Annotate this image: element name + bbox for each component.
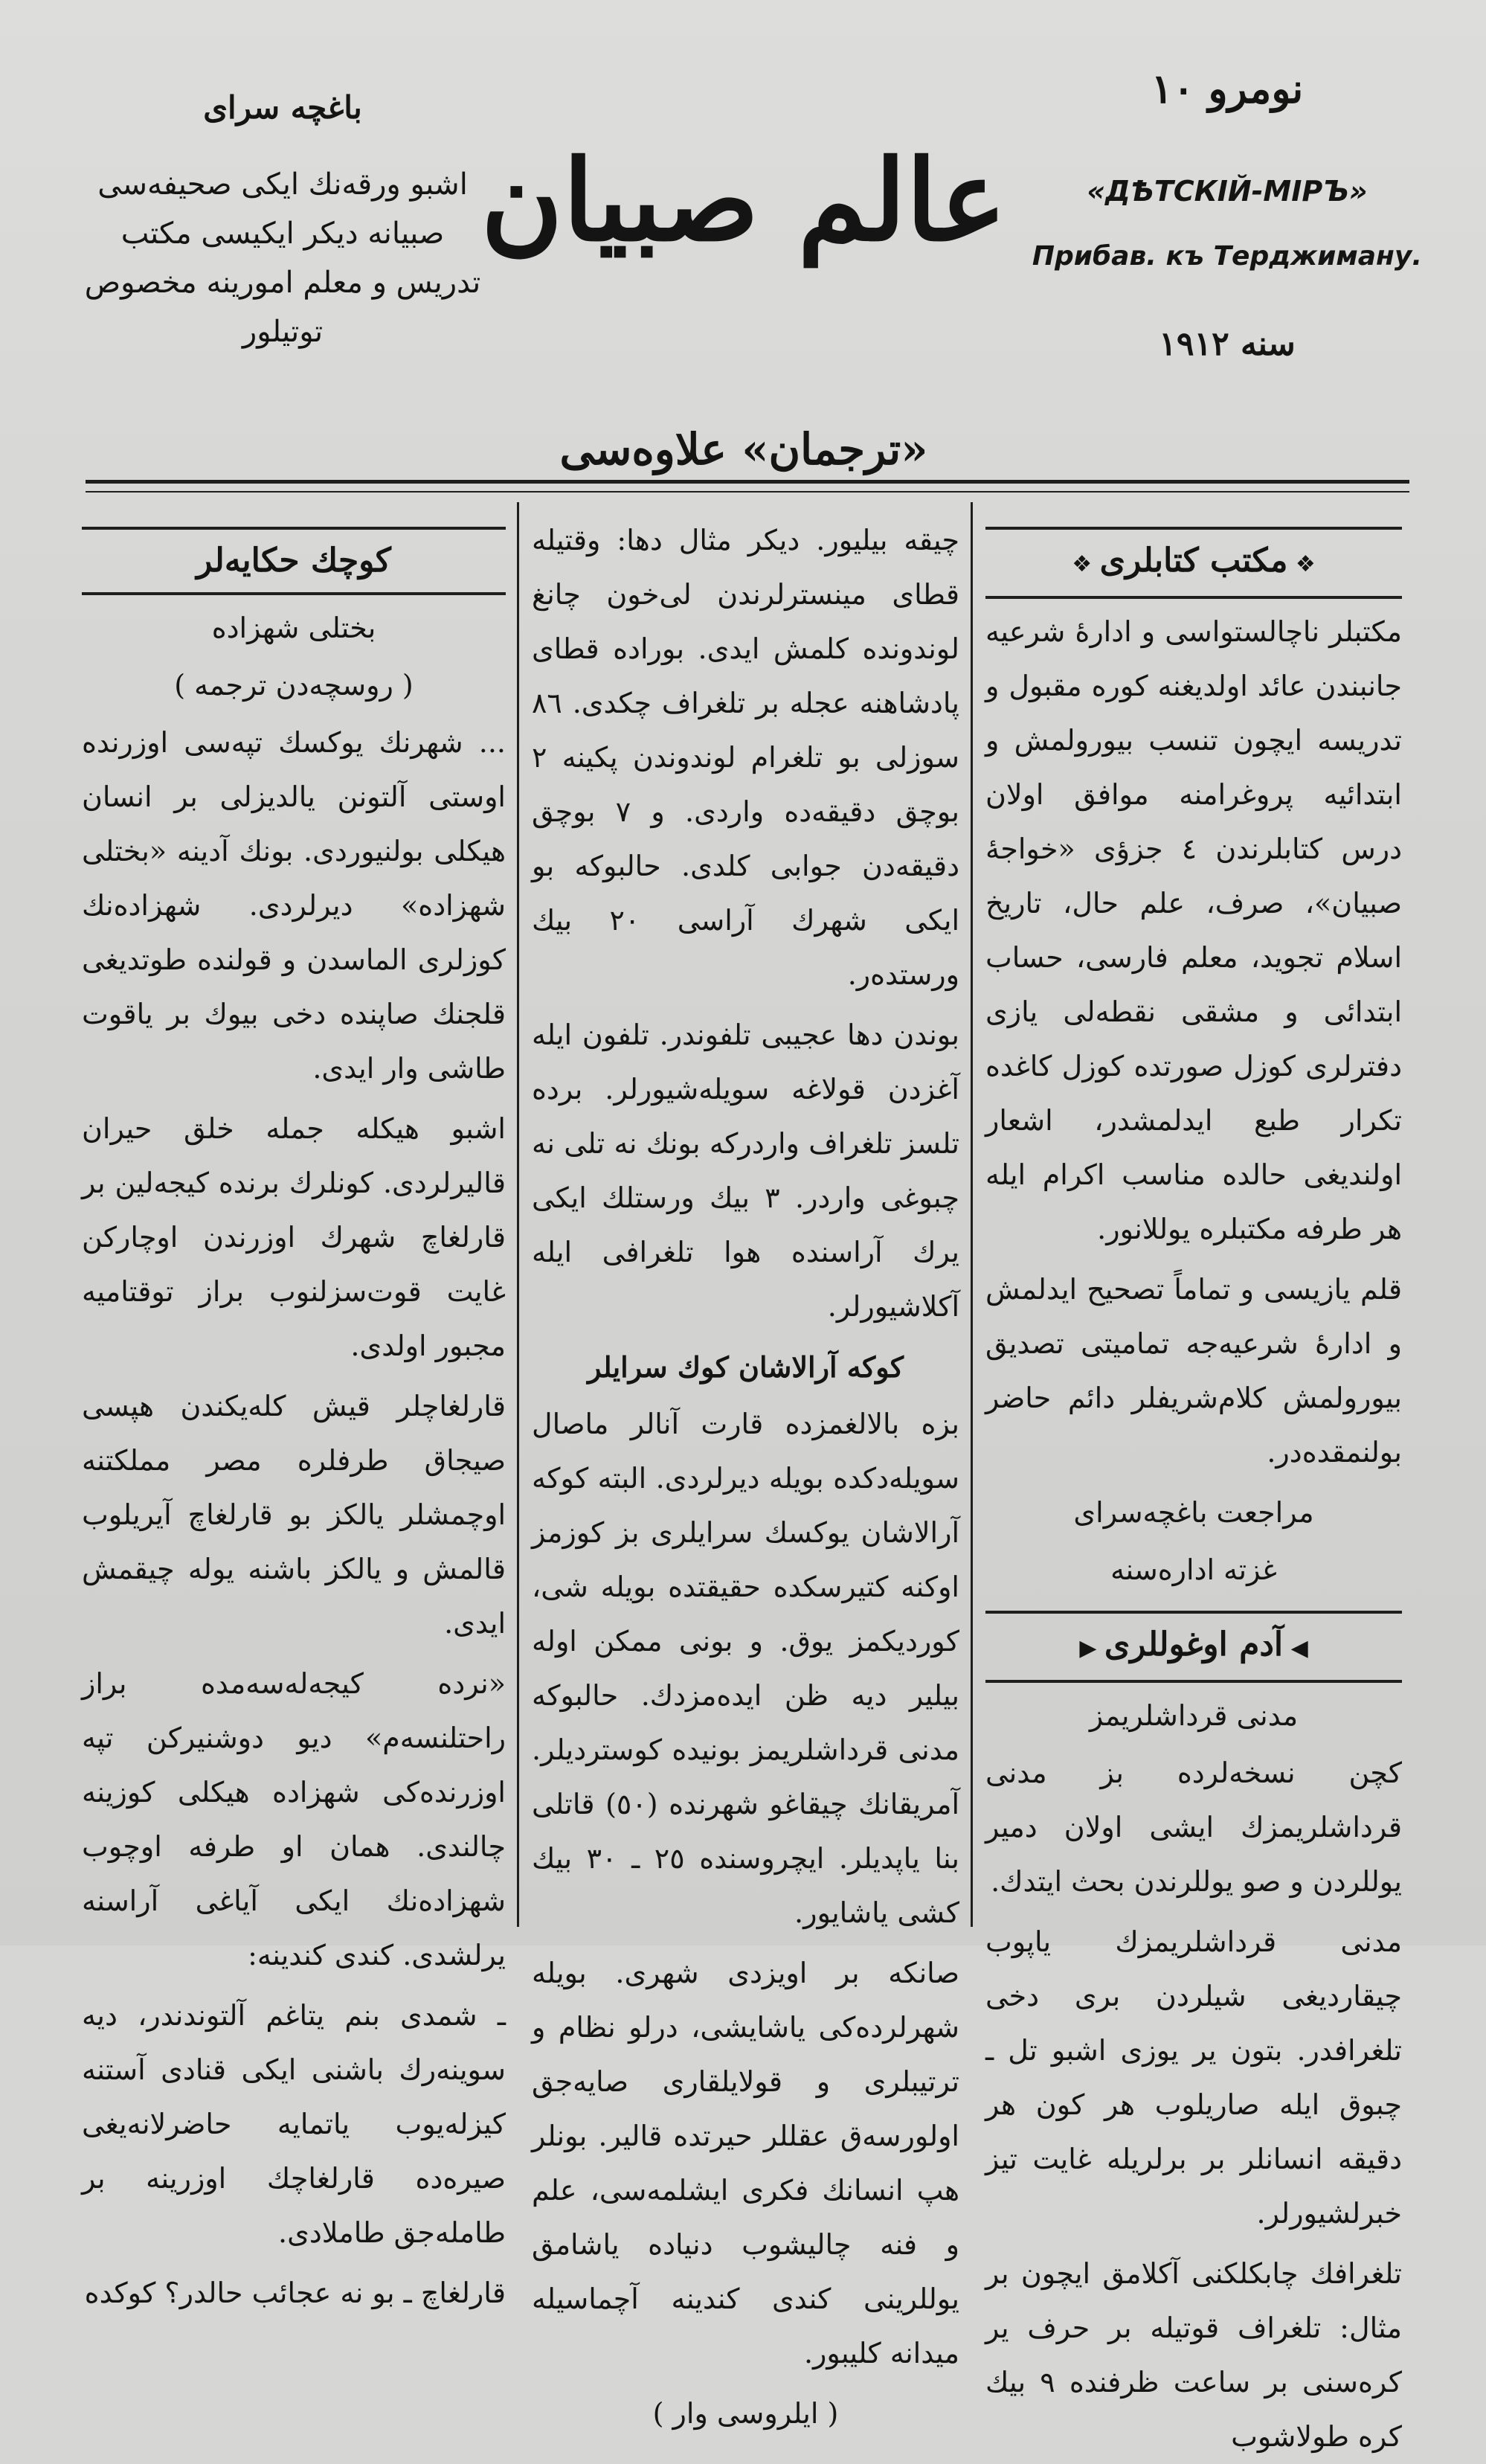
section-heading (985, 531, 1402, 594)
paragraph: ... شهرنك یوكسك تپه‌سی اوزرنده اوستی آلتونن یالدیزلی بر انسان هیكلی بولنیوردی. بونك آدینه «بختلی شهزاده» دیرلردی. شهزاده‌نك كوزلری الماسدن و قولنده طوتدیغی قلجنك صاپنده دخی بیوك بر یاقوت طاشی وار ایدی. (82, 726, 506, 1085)
section-heading-text: آدم اوغوللری (1104, 1626, 1284, 1663)
header-rule (86, 480, 1409, 484)
paragraph: مدنی قرداشلریمزك یاپوب چیقاردیغی شیلردن بری دخی تلغرافدر. بتون یر یوزی اشبو تل ـ چبوق ایله صاریلوب هر كون هر دقیقه انسانلر بر برلریله غایت تیز خبرلشیورلر. (985, 1925, 1402, 2230)
story-title: بختلی شهزاده (211, 612, 376, 644)
masthead-description (74, 89, 491, 356)
newspaper-subtitle: «ترجمان» علاوه‌سی (559, 424, 928, 475)
column-left (82, 513, 506, 2309)
newspaper-title (454, 67, 1034, 335)
desc-line: اشبو ورقه‌نك ایكی صحیفه‌سی (97, 167, 468, 202)
column-divider (517, 502, 519, 1927)
story-note: ( روسچه‌دن ترجمه ) (174, 669, 414, 702)
issue-number: نومرو ١٠ (1151, 65, 1304, 112)
russian-title: «ДѢТСКIЙ-МIРЪ» (1087, 175, 1368, 208)
desc-line: تدریس و معلم امورینه مخصوص (84, 266, 481, 300)
desc-line: صبیانه دیكر ایكیسی مكتب (120, 216, 445, 251)
section-heading: كوچك حكایه‌لر (196, 542, 391, 580)
masthead-info (1019, 60, 1435, 373)
ornament-icon: ❖ (1072, 551, 1100, 577)
year: سنه ١٩١٢ (1159, 325, 1296, 363)
column-divider (971, 502, 973, 1927)
ornament-icon: ◀ (1283, 1635, 1308, 1661)
paragraph: قارلغاچ ـ بو نه عجائب حالدر؟ كوكده (84, 2277, 506, 2309)
address-line: غزته اداره‌سنه (1110, 1553, 1277, 1586)
section-heading-text: مكتب كتابلری (1099, 542, 1288, 580)
column-middle (532, 513, 960, 2430)
paragraph: مكتبلر ناچالستواسی و ادارهٔ شرعیه جانبندن عائد اولدیغنه كوره مقبول و تدریسه ایچون تنسب بیورولمش و ابتدائیه پروغرامنه موافق اولان درس كتابلرندن ٤ جزؤی «خواجهٔ صبیان»، صرف، علم حال، تاریخ اسلام تجوید، معلم فارسی، حساب ابتدائی و مشقی نقطه‌لی یازی دفترلری كوزل صورتده كوزل كاغده تكرار طبع ایدلمشدر، اشعار اولندیغی حالده مناسب اكرام ایله هر طرفه مكتبلره یوللانور. (985, 615, 1402, 1245)
ornament-icon: ▶ (1079, 1635, 1104, 1661)
russian-subtitle: Прибав. къ Терджиману. (1032, 241, 1423, 272)
subheading: مدنی قرداشلریمز (1089, 1699, 1299, 1732)
paragraph: چیقه بیلیور. دیكر مثال دها: وقتیله قطای مینسترلرندن لی‌خون چانغ لوندونده كلمش ایدی. بوراده قطای پادشاهنه عجله بر تلغراف چكدی. ٨٦ سوزلی بو تلغرام لوندوندن پكینه ٢ بوچق دقیقه‌ده واردی. و ٧ بوچق دقیقه‌دن جوابی كلدی. حالبوكه بو ایكی شهرك آراسی ٢٠ بیك ورستده‌ر. (532, 524, 959, 991)
paragraph: «نرده كیجه‌له‌سه‌مده براز راحتلنسه‌م» دیو دوشنیركن تپه اوزرنده‌كی شهزاده هیكلی كوزینه چالندی. همان او طرفه اوچوب شهزاده‌نك ایكی آیاغی آراسنه یرلشدی. كندی كندینه: (82, 1667, 506, 1971)
header-rule-thin (86, 491, 1409, 493)
paragraph: بوندن دها عجیبی تلفوندر. تلفون ایله آغزدن قولاغه سویله‌شیورلر. برده تلسز تلغراف واردركه بونك نه تلی نه چبوغی واردر. ٣ بیك ورستلك ایكی یرك آراسنده هوا تلغرافی ایله آكلاشیورلر. (532, 1018, 960, 1323)
section-heading (985, 1615, 1402, 1678)
paragraph: صانكه بر اویزدی شهری. بویله شهرلرده‌كی یاشایشی، درلو نظام و ترتیبلری و قولایلقاری صایه‌جق اولورسه‌ق عقللر حیرتده قالیر. بونلر هپ انسانك فكری ایشلمه‌سی، علم و فنه چالیشوب دنیاده یاشامق یوللرینی كندی كندینه آچماسیله میدانه كلیبور. (532, 1957, 959, 2370)
address-line: مراجعت باغچه‌سرای (1073, 1496, 1314, 1529)
paragraph: اشبو هیكله جمله خلق حیران قالیرلردی. كونلرك برنده كیجه‌لین بر قارلغاچ شهرك اوزرندن اوچاركن غایت قوت‌سزلنوب براز توقتامیه مجبور اولدی. (82, 1112, 506, 1362)
paragraph: تلغرافك چابكلكنی آكلامق ایچون بر مثال: تلغراف قوتیله بر حرف یر كره‌سنی بر ساعت ظرفنده ٩ بیك كره طولاشوب (985, 2257, 1402, 2453)
continued-note: ( ایلروسی وار ) (652, 2397, 839, 2430)
paragraph: قارلغاچلر قیش كله‌یكندن هپسی صیجاق طرفلره مصر مملكتنه اوچمشلر یالكز بو قارلغاچ آیریلوب قالمش و یالكز باشنه یوله چیقمش ایدی. (82, 1390, 506, 1640)
section-heading-box (985, 1611, 1402, 1683)
paragraph: ـ شمدی بنم یتاغم آلتوندندر، دیه سوینه‌رك باشنی ایكی قنادی آستنه كیزله‌یوب یاتمایه حاضرلانه‌یغی صیره‌ده قارلغاچك اوزرینه بر طامله‌جق طاملادی. (82, 1999, 506, 2249)
desc-line: توتیلور (242, 315, 324, 349)
place-name: باغچه سرای (203, 89, 362, 126)
title-text: عالم صبیان (480, 135, 1007, 266)
subheading: كوكه آرالاشان كوك سرایلر (588, 1350, 904, 1384)
ornament-icon: ❖ (1287, 551, 1316, 577)
section-heading-box (82, 527, 506, 595)
paragraph: بزه بالالغمزده قارت آنالر ماصال سویله‌دكده بویله دیرلردی. البته كوكه آرالاشان یوكسك سرایلری بز كوزمز اوكنه كتیرسكده حقیقتده بویله شی، كوردیكمز یوق. و بونی ممكن اوله بیلیر دیه ظن ایده‌مزدك. حالبوكه مدنی قرداشلریمز بونیده كوستردیلر. آمریقانك چیقاغو شهرنده (٥٠) قاتلی بنا یاپدیلر. ایچروسنده ٢٥ ـ ٣٠ بیك كشی یاشایور. (532, 1408, 959, 1929)
paragraph: قلم یازیسی و تماماً تصحیح ایدلمش و ادارهٔ شرعیه‌جه تمامیتی تصدیق بیورولمش كلام‌شریفلر دائم حاضر بولنمقده‌در. (985, 1273, 1402, 1469)
section-heading-box (985, 527, 1402, 599)
paragraph: كچن نسخه‌لرده بز مدنی قرداشلریمزك ایشی اولان دمیر یوللردن و صو یوللرندن بحث ایتدك. (985, 1756, 1402, 1898)
column-right (985, 513, 1402, 2453)
